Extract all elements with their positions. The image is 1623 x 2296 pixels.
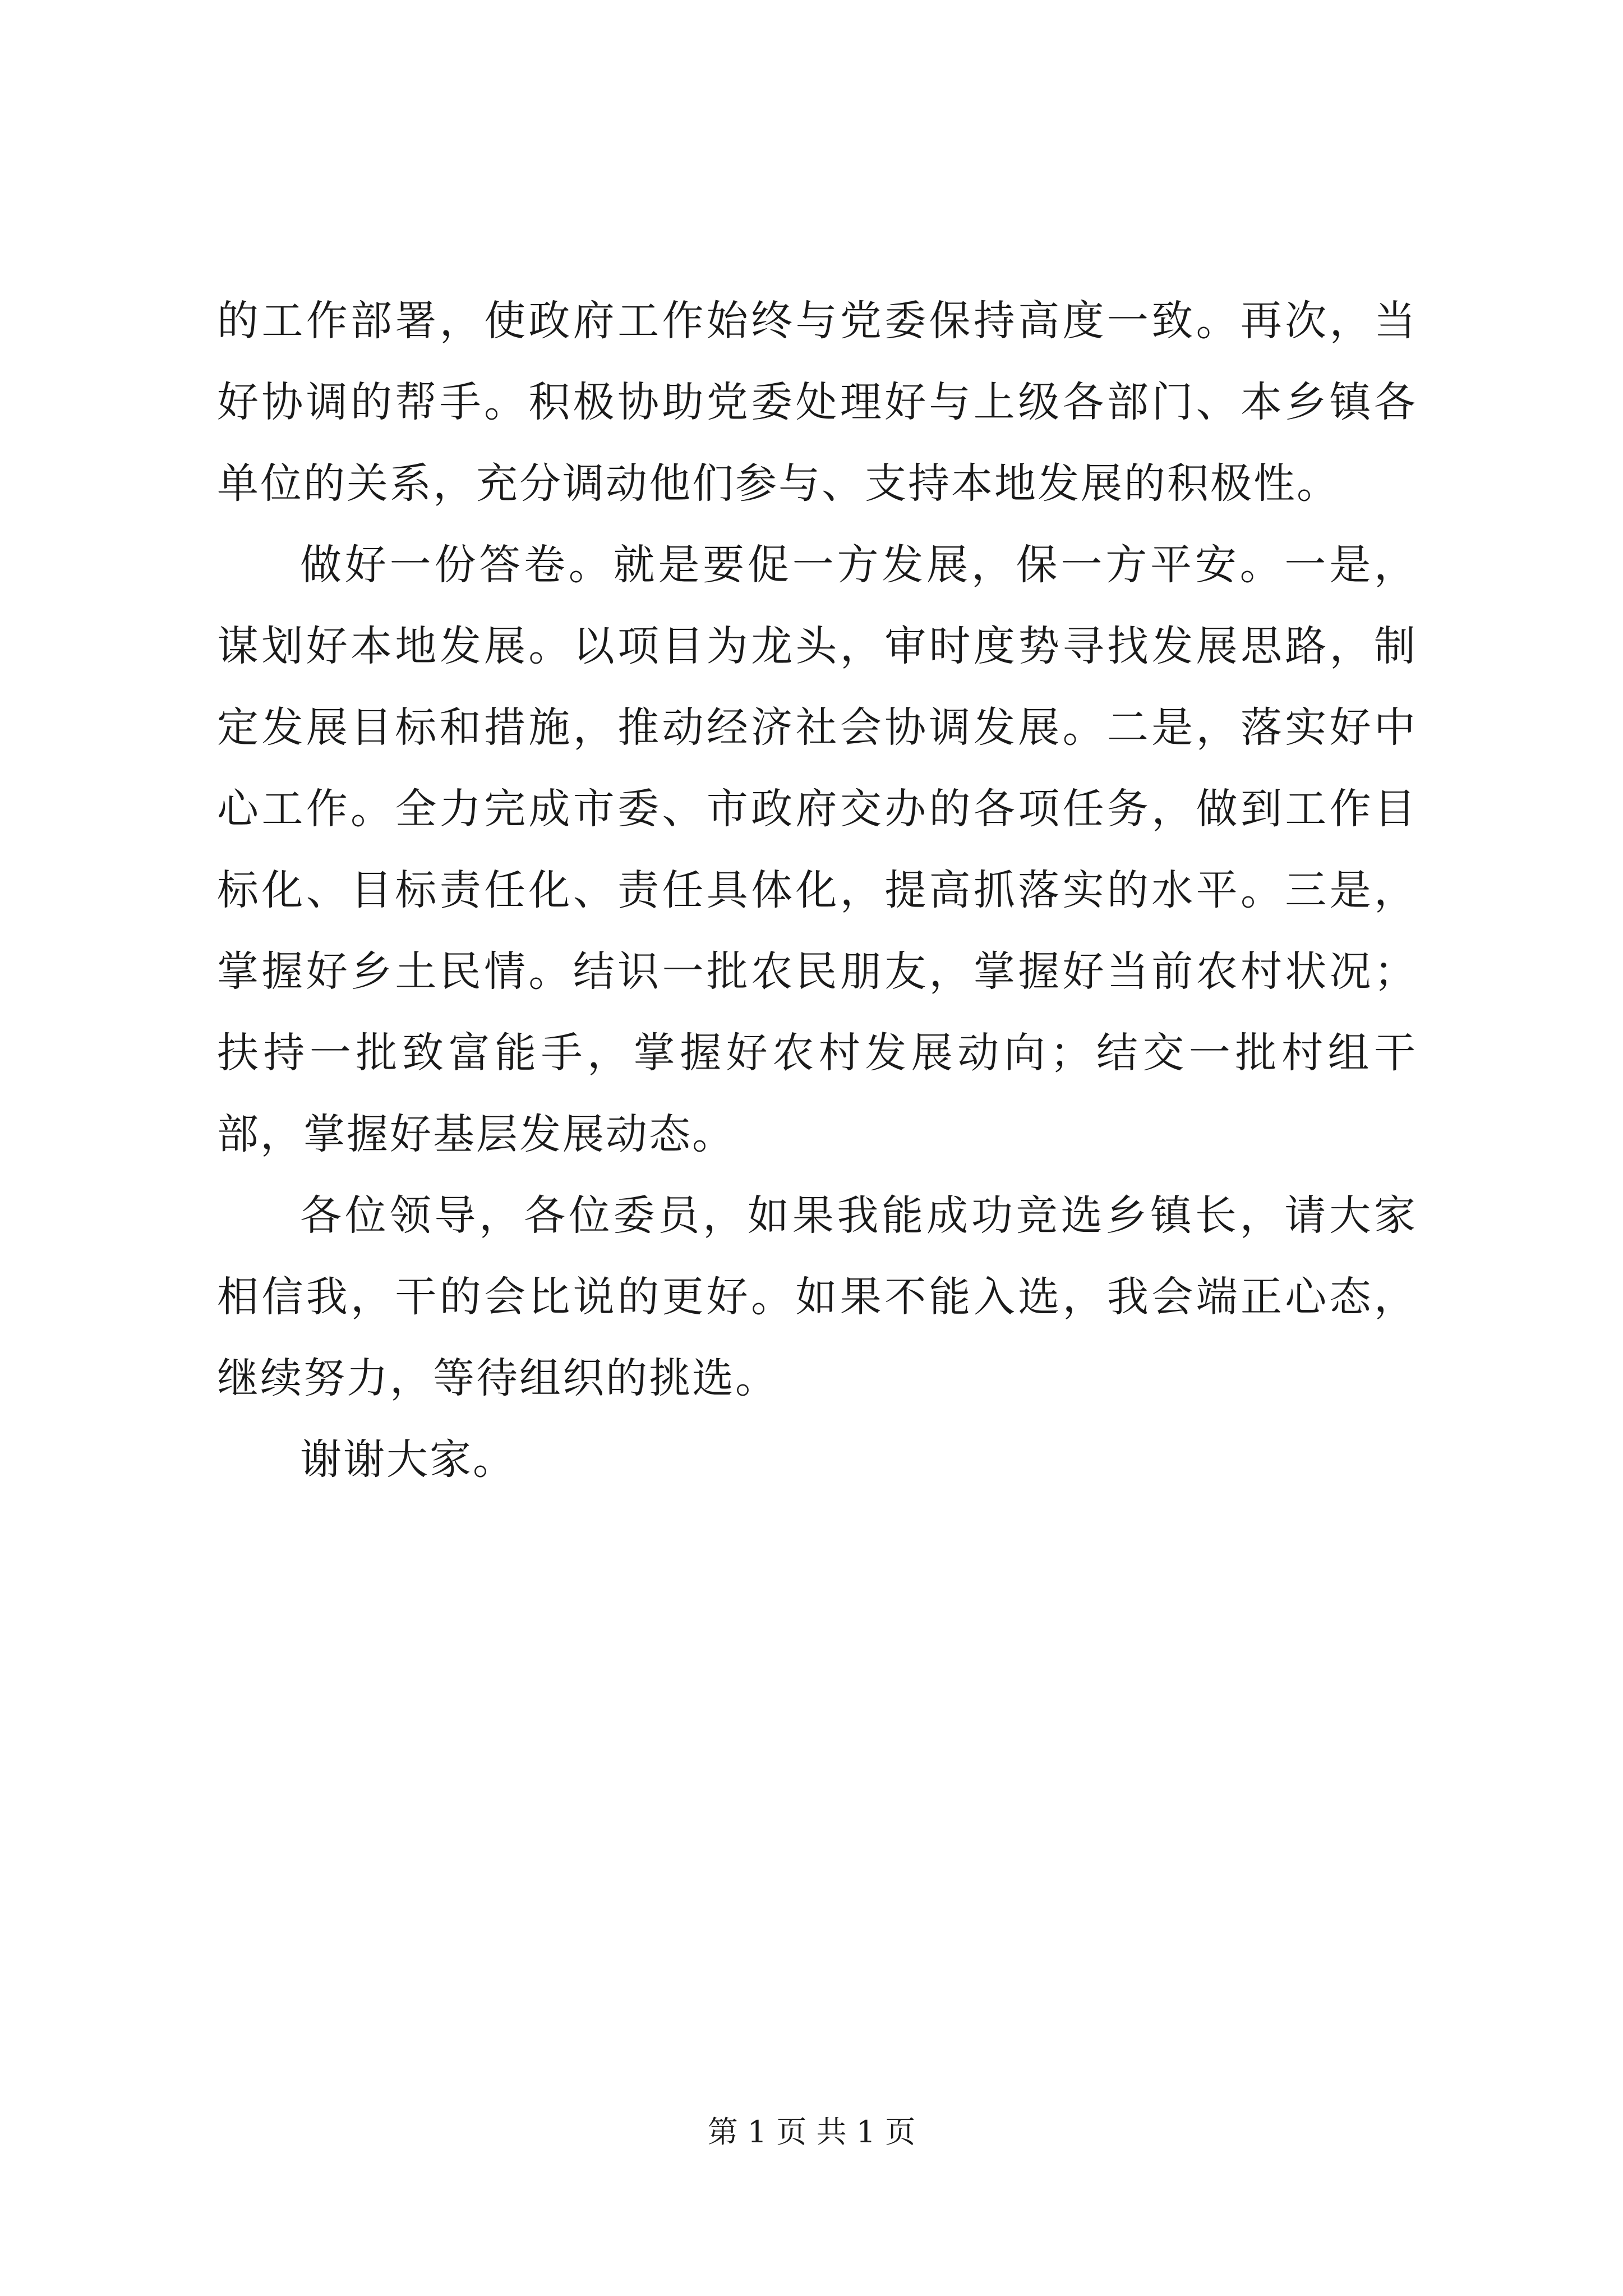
paragraph-4: 谢谢大家。 — [300, 1435, 516, 1484]
document-body — [217, 280, 1417, 1501]
page-number-footer: 第 1 页 共 1 页 — [707, 2114, 916, 2150]
paragraph-1: 的工作部署，使政府工作始终与党委保持高度一致。再次，当好协调的帮手。积极协助党委处理好与上级各部门、本乡镇各单位的关系，充分调动他们参与、支持本地发展的积极性。 — [217, 297, 1417, 508]
paragraph-2: 做好一份答卷。就是要促一方发展，保一方平安。一是，谋划好本地发展。以项目为龙头，审时度势寻找发展思路，制定发展目标和措施，推动经济社会协调发展。二是，落实好中心工作。全力完成市委、市政府交办的各项任务，做到工作目标化、目标责任化、责任具体化，提高抓落实的水平。三是，掌握好乡土民情。结识一批农民朋友，掌握好当前农村状况；扶持一批致富能手，掌握好农村发展动向；结交一批村组干部，掌握好基层发展动态。 — [217, 541, 1417, 1158]
paragraph-3: 各位领导，各位委员，如果我能成功竞选乡镇长，请大家相信我，干的会比说的更好。如果不能入选，我会端正心态，继续努力，等待组织的挑选。 — [217, 1191, 1417, 1402]
